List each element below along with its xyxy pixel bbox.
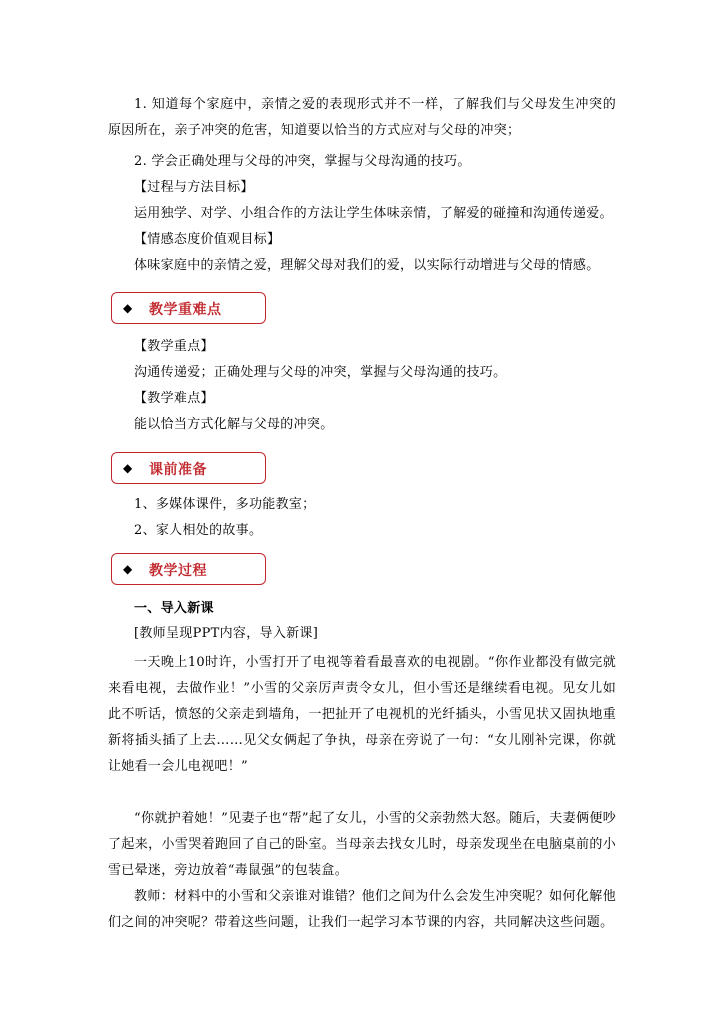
goal-item-1: 1. 知道每个家庭中，亲情之爱的表现形式并不一样，了解我们与父母发生冲突的原因所在，亲子冲突的危害，知道要以恰当的方式应对与父母的冲突； bbox=[108, 97, 616, 138]
section-header-preparation bbox=[111, 452, 266, 484]
teacher-paragraph: 教师：材料中的小雪和父亲谁对谁错？他们之间为什么会发生冲突呢？如何化解他们之间的冲突呢？带着这些问题，让我们一起学习本节课的内容，共同解决这些问题。 bbox=[108, 889, 616, 930]
section-title: 教学过程 bbox=[149, 563, 207, 579]
story-paragraph-1: 一天晚上10时许，小雪打开了电视等着看最喜欢的电视剧。“你作业都没有做完就来看电视，去做作业！”小雪的父亲厉声责令女儿，但小雪还是继续看电视。见女儿如此不听话，愤怒的父亲走到墙角，一把扯开了电视机的光纤插头，小雪见状又固执地重新将插头插了上去……见父女俩起了争执，母亲在旁说了一句：“女儿刚补完课，你就让她看一会儿电视吧！” bbox=[108, 655, 616, 774]
preparation-item-2: 2、家人相处的故事。 bbox=[134, 523, 263, 538]
step-1-heading: 一、导入新课 bbox=[134, 601, 214, 616]
section-header-process bbox=[111, 553, 266, 585]
diamond-icon: ◆ bbox=[123, 301, 133, 315]
emotion-goal-text: 体味家庭中的亲情之爱，理解父母对我们的爱，以实际行动增进与父母的情感。 bbox=[134, 258, 600, 273]
diamond-icon: ◆ bbox=[123, 461, 133, 475]
section-title: 课前准备 bbox=[149, 462, 207, 478]
difficulty-heading: 【教学难点】 bbox=[134, 391, 214, 406]
story-paragraph-2: “你就护着她！”见妻子也“帮”起了女儿，小雪的父亲勃然大怒。随后，夫妻俩便吵了起来，小雪哭着跑回了自己的卧室。当母亲去找女儿时，母亲发现坐在电脑桌前的小雪已晕迷，旁边放着“毒鼠强”的包装盒。 bbox=[108, 811, 616, 878]
difficulty-text: 能以恰当方式化解与父母的冲突。 bbox=[134, 417, 334, 432]
preparation-item-1: 1、多媒体课件，多功能教室； bbox=[134, 497, 316, 512]
process-goal-text: 运用独学、对学、小组合作的方法让学生体味亲情，了解爱的碰撞和沟通传递爱。 bbox=[134, 206, 613, 221]
focus-heading: 【教学重点】 bbox=[134, 339, 214, 354]
process-goal-heading: 【过程与方法目标】 bbox=[134, 180, 254, 195]
focus-text: 沟通传递爱；正确处理与父母的冲突，掌握与父母沟通的技巧。 bbox=[134, 365, 507, 380]
emotion-goal-heading: 【情感态度价值观目标】 bbox=[134, 232, 281, 247]
section-header-key-points bbox=[111, 292, 266, 324]
step-1-note: [教师呈现PPT内容，导入新课] bbox=[134, 626, 319, 641]
goal-item-2: 2. 学会正确处理与父母的冲突，掌握与父母沟通的技巧。 bbox=[134, 154, 471, 169]
section-title: 教学重难点 bbox=[149, 302, 222, 318]
diamond-icon: ◆ bbox=[123, 562, 133, 576]
